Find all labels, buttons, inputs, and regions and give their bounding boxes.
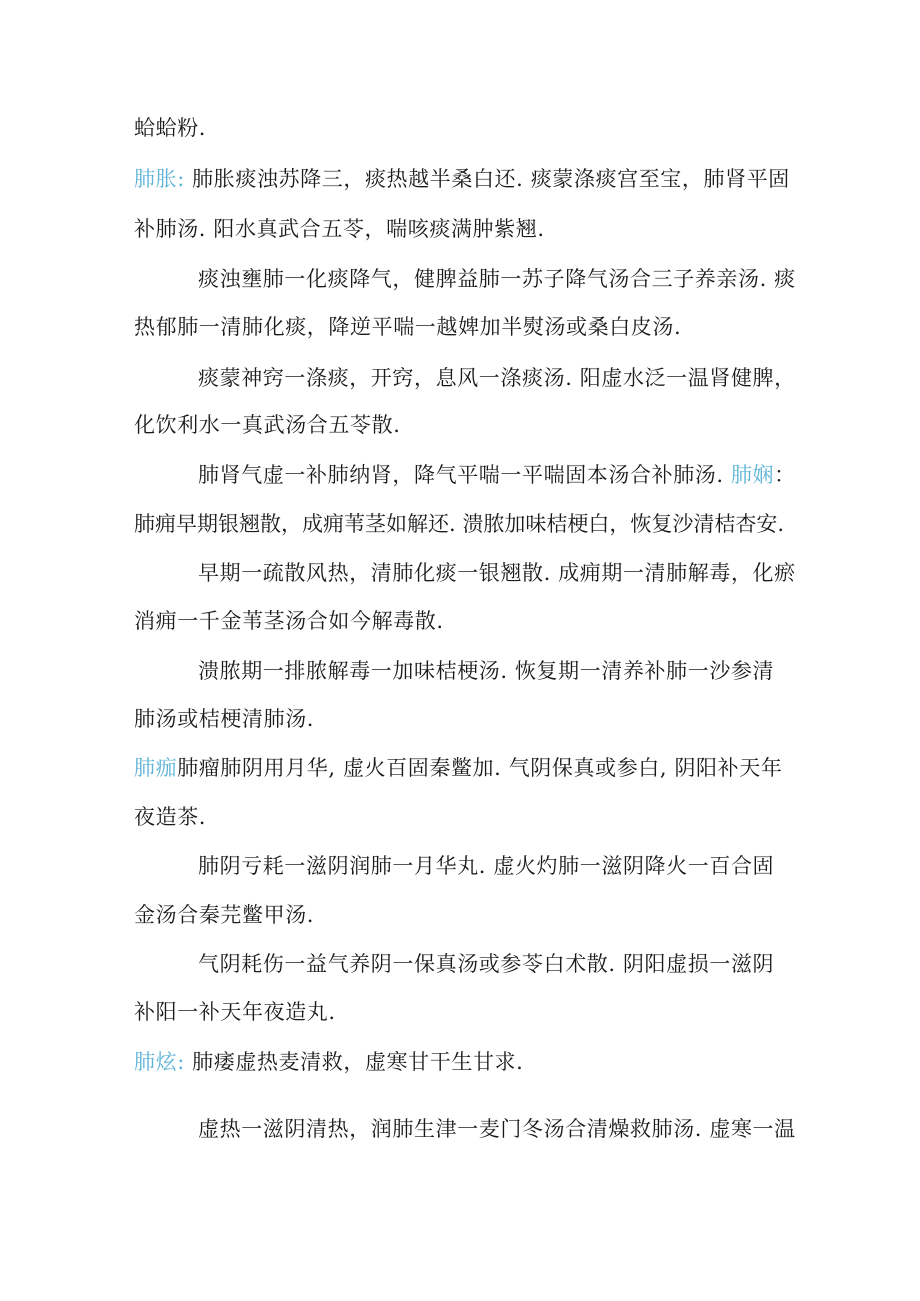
text-line [134,114,794,142]
term-label: 肺炫: [134,1050,185,1074]
line-text: 补肺汤. 阳水真武合五苓，喘咳痰满肿紫翘. [134,217,545,241]
line-text: 化饮利水一真武汤合五苓散. [134,413,401,437]
text-line [134,705,794,733]
term-label: 肺胀: [134,167,185,191]
line-text: 肺汤或桔梗清肺汤. [134,707,315,731]
paragraph-start-line [198,852,794,880]
paragraph-start-line [198,461,794,489]
text-line [134,607,794,635]
text-line [134,803,794,831]
term-label: 肺娴 [730,463,775,487]
text-line [134,998,794,1026]
paragraph-start-line [198,364,794,392]
section-heading-line [134,1048,794,1076]
line-text: 消痈一千金苇茎汤合如今解毒散. [134,609,444,633]
line-text: 痰蒙神窍一涤痰，开窍，息风一涤痰汤. 阳虚水泛一温肾健脾， [198,366,796,390]
line-text: 夜造茶. [134,805,207,829]
paragraph-start-line [198,1115,794,1143]
line-text: 热郁肺一清肺化痰，降逆平喘一越婢加半熨汤或桑白皮汤. [134,315,682,339]
line-text: 肺胀痰浊苏降三，痰热越半桑白还. 痰蒙涤痰宫至宝，肺肾平固 [184,167,790,191]
line-text: 肺阴亏耗一滋阴润肺一月华丸. 虚火灼肺一滋阴降火一百合固 [198,854,775,878]
term-label: 肺痂 [134,756,178,780]
text-line [134,215,794,243]
line-text: 痰浊壅肺一化痰降气，健脾益肺一苏子降气汤合三子养亲汤. 痰 [198,267,796,291]
paragraph-start-line [198,559,794,587]
line-text: ： [774,463,796,487]
section-heading-line [134,754,794,782]
text-line [134,901,794,929]
line-text: 早期一疏散风热，清肺化痰一银翘散. 成痈期一清肺解毒，化瘀 [198,561,796,585]
line-text: 虚热一滋阴清热，润肺生津一麦门冬汤合清燥救肺汤. 虚寒一温 [198,1117,796,1141]
line-text: 金汤合秦芫鳖甲汤. [134,903,315,927]
text-line [134,411,794,439]
line-text: 肺瘤肺阴用月华, 虚火百固秦鳖加. 气阴保真或参白, 阴阳补天年 [177,756,783,780]
line-text: 肺肾气虚一补肺纳肾，降气平喘一平喘固本汤合补肺汤. [198,463,731,487]
line-text: 补阳一补天年夜造丸. [134,1000,336,1024]
section-heading-line [134,165,794,193]
text-line [134,510,794,538]
paragraph-start-line [198,950,794,978]
paragraph-start-line [198,265,794,293]
paragraph-start-line [198,657,794,685]
line-text: 气阴耗伤一益气养阴一保真汤或参苓白术散. 阴阳虚损一滋阴 [198,952,775,976]
line-text: 溃脓期一排脓解毒一加味桔梗汤. 恢复期一清养补肺一沙参清 [198,659,775,683]
text-line [134,313,794,341]
line-text: 肺痈早期银翘散，成痈苇茎如解还. 溃脓加味桔梗白，恢复沙清桔杏安. [134,512,785,536]
line-text: 肺痿虚热麦清救，虚寒甘干生甘求. [184,1050,524,1074]
line-text: 蛤蛤粉. [134,116,207,140]
